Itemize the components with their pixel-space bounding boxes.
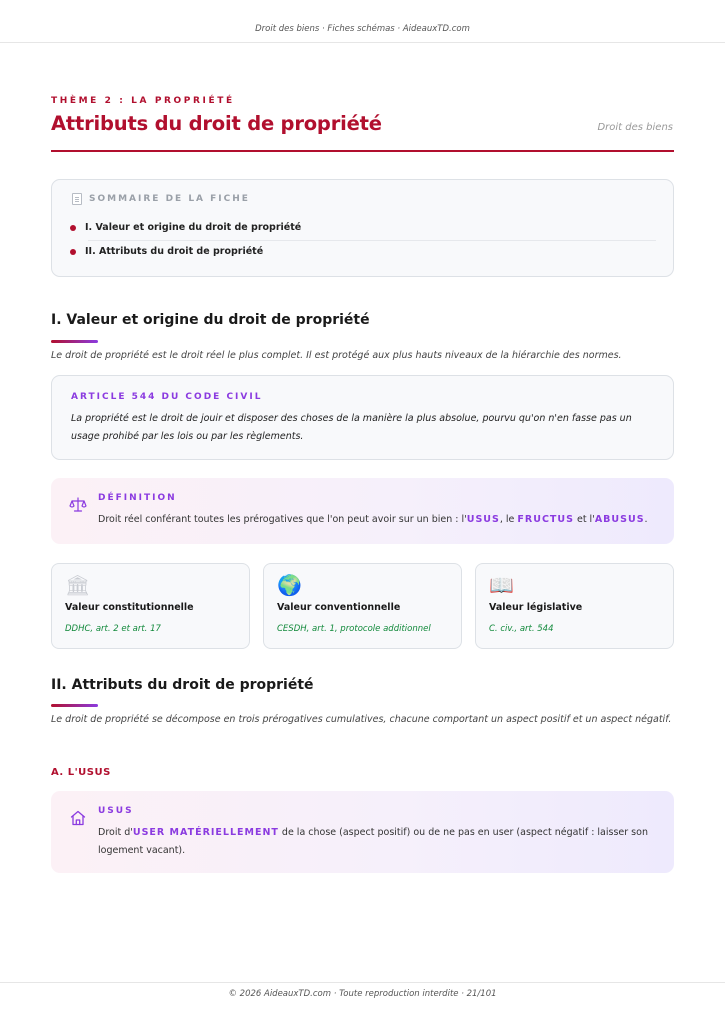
card-conventional-value bbox=[263, 563, 462, 649]
scales-icon bbox=[69, 496, 87, 514]
book-icon: 📖 bbox=[489, 573, 514, 597]
keyword-fructus: FRUCTUS bbox=[517, 514, 574, 525]
summary-header bbox=[72, 193, 250, 205]
running-title: Droit des biens · Fiches schémas · AideauxTD.com bbox=[255, 24, 470, 34]
section-1-intro: Le droit de propriété est le droit réel le plus complet. Il est protégé aux plus hauts niveaux de la hiérarchie des normes. bbox=[51, 350, 622, 361]
section-2-heading: II. Attributs du droit de propriété bbox=[51, 677, 314, 693]
article-544-box bbox=[51, 375, 674, 460]
summary-link-section-1[interactable] bbox=[70, 222, 301, 233]
theme-label: THÈME 2 : LA PROPRIÉTÉ bbox=[51, 96, 235, 106]
card-title: Valeur conventionnelle bbox=[277, 602, 401, 613]
subsection-heading: A. L'USUS bbox=[51, 767, 111, 778]
heading-underline bbox=[51, 704, 98, 707]
summary-item-label: II. Attributs du droit de propriété bbox=[85, 246, 264, 257]
institution-icon: 🏛 bbox=[65, 573, 91, 597]
summary-item-label: I. Valeur et origine du droit de propriété bbox=[85, 222, 302, 233]
summary-link-section-2[interactable] bbox=[70, 246, 263, 257]
card-title: Valeur constitutionnelle bbox=[65, 602, 194, 613]
page-header bbox=[0, 0, 725, 43]
section-1-heading: I. Valeur et origine du droit de propriété bbox=[51, 312, 370, 328]
divider bbox=[88, 240, 656, 241]
usus-box bbox=[51, 791, 674, 873]
summary-box bbox=[51, 179, 674, 277]
definition-label: DÉFINITION bbox=[98, 493, 177, 503]
heading-underline bbox=[51, 340, 98, 343]
article-text: La propriété est le droit de jouir et disposer des choses de la manière la plus absolue, pourvu qu'on n'en fasse pas un usage prohibé par les lois ou par les règlements. bbox=[71, 413, 632, 442]
card-title: Valeur législative bbox=[489, 602, 583, 613]
summary-title: SOMMAIRE DE LA FICHE bbox=[89, 194, 250, 204]
globe-icon: 🌍 bbox=[277, 573, 302, 597]
article-title: ARTICLE 544 DU CODE CIVIL bbox=[71, 392, 263, 402]
card-reference: C. civ., art. 544 bbox=[489, 624, 554, 634]
keyword-usus: USUS bbox=[466, 514, 500, 525]
subject-label: Droit des biens bbox=[597, 122, 673, 133]
card-constitutional-value bbox=[51, 563, 250, 649]
card-legislative-value bbox=[475, 563, 674, 649]
section-2-intro: Le droit de propriété se décompose en trois prérogatives cumulatives, chacune comportant un aspect positif et un aspect négatif. bbox=[51, 714, 672, 725]
card-reference: CESDH, art. 1, protocole additionnel bbox=[277, 624, 431, 634]
title-divider bbox=[51, 150, 674, 152]
definition-box bbox=[51, 478, 674, 544]
definition-text: Droit réel conférant toutes les prérogatives que l'on peut avoir sur un bien : l'USUS, le FRUCTUS et l'ABUSUS. bbox=[98, 514, 648, 525]
usus-text: Droit d'USER MATÉRIELLEMENT de la chose (aspect positif) ou de ne pas en user (aspect négatif : laisser son logement vacant). bbox=[98, 827, 648, 856]
bullet-icon bbox=[70, 225, 76, 231]
keyword-abusus: ABUSUS bbox=[594, 514, 645, 525]
page-footer bbox=[0, 982, 725, 1024]
bullet-icon bbox=[70, 249, 76, 255]
footer-text: © 2026 AideauxTD.com · Toute reproduction interdite · 21/101 bbox=[228, 989, 497, 999]
keyword-user-materiellement: USER MATÉRIELLEMENT bbox=[132, 827, 279, 838]
page-title: Attributs du droit de propriété bbox=[51, 112, 382, 135]
card-reference: DDHC, art. 2 et art. 17 bbox=[65, 624, 161, 634]
home-icon bbox=[69, 809, 87, 827]
usus-label: USUS bbox=[98, 806, 134, 816]
document-icon bbox=[72, 193, 82, 205]
